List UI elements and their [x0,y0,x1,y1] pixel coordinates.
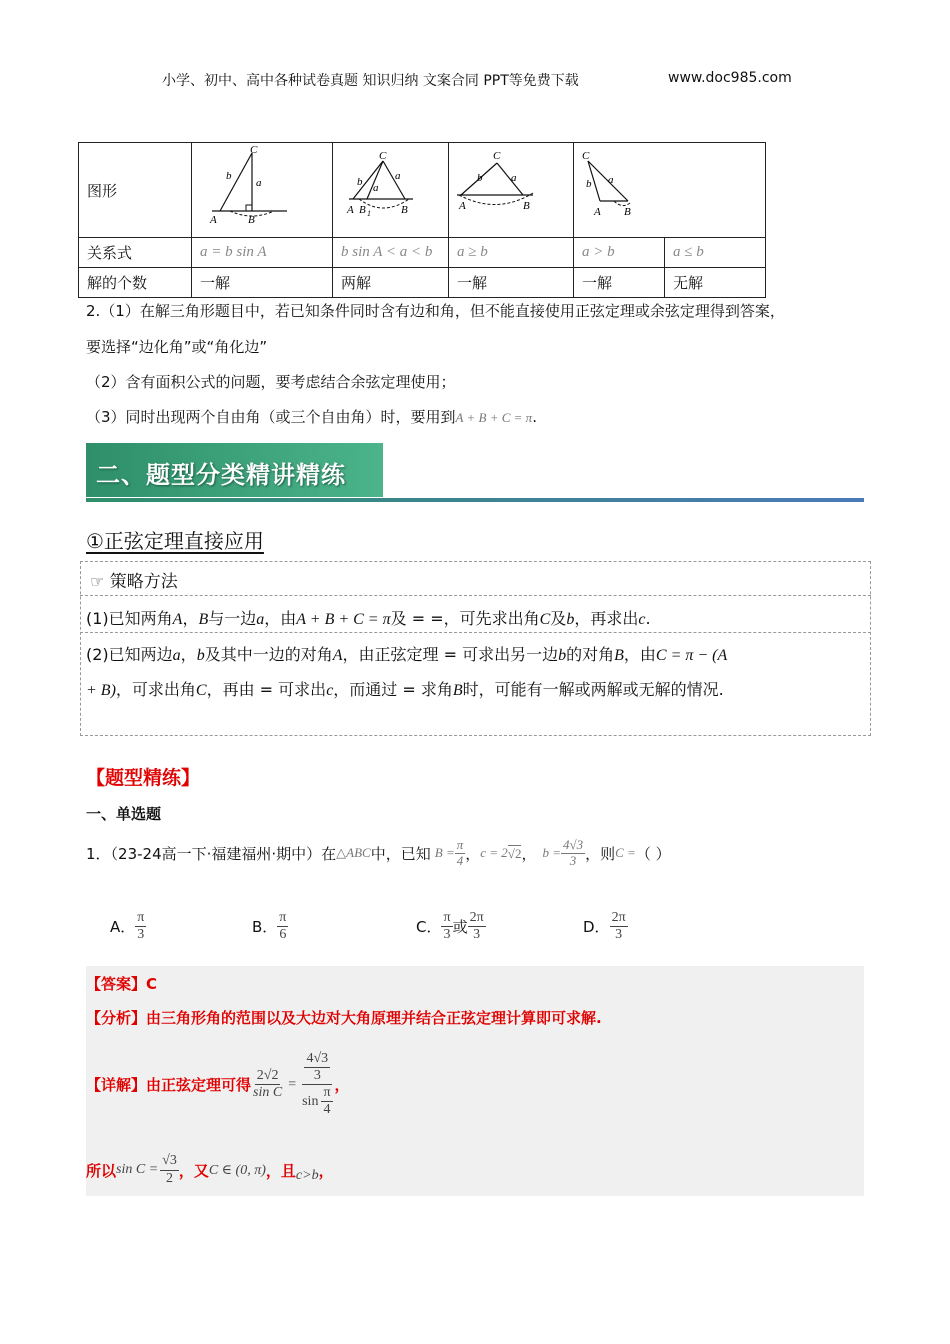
detail-right-frac [300,1051,334,1118]
option-d-frac [610,910,628,943]
question-section: 一、单选题 [86,805,162,823]
p2-text-b: ， [180,645,197,664]
fig3-label-A: A [459,200,466,212]
p2-var-b2: b [558,647,567,664]
relation-3: a ≥ b [449,238,574,268]
fig4-label-c: C [582,150,590,162]
so-range: C ∈ (0, π) [208,1162,266,1178]
option-b-num: π [277,910,288,927]
note-3-formula: A + B + C = π [455,410,533,425]
option-c-label: C． [416,918,442,937]
option-c-num2: 2π [468,910,486,927]
option-b-frac [277,910,288,943]
so-compare: c>b [295,1168,319,1183]
strategy-heading-text: 策略方法 [109,572,178,592]
q1-b-den: 3 [569,852,577,868]
p1-var-C: C [539,611,551,628]
strategy-para-2a [86,642,727,665]
detail-left-frac [251,1068,284,1101]
p1-text-e: 及 = =，可先求出角 [390,609,540,628]
fig3-label-c: C [493,150,501,162]
option-d-num: 2π [610,910,628,927]
fig2-label-c: C [379,150,387,162]
p1-text-f: 及 [550,609,567,628]
note-2: （2）含有面积公式的问题，要考虑结合余弦定理使用； [86,373,456,391]
strategy-para-1 [86,606,651,629]
relation-2: b sin A < a < b [333,238,449,268]
header-left-text: 小学、初中、高中各种试卷真题 知识归纳 文案合同 PPT等免费下载 [162,73,579,89]
p2-text-k: 时，可能有一解或两解或无解的情况. [462,680,724,699]
p2-equation-end: + B) [86,682,116,699]
row-label-figure: 图形 [79,143,192,238]
header-url[interactable]: www.doc985.com [668,70,792,86]
figure-cell-3 [449,143,574,238]
row-label-relation: 关系式 [79,238,192,268]
p1-var-b: b [566,611,575,628]
p2-var-C: C [195,682,207,699]
note-3 [86,406,537,427]
option-c-num: π [441,910,452,927]
pointing-hand-icon: ☞ [90,572,105,591]
option-c-or: 或 [452,918,468,937]
relation-1: a = b sin A [192,238,333,268]
strategy-divider [80,595,871,596]
option-c-frac-1 [441,910,452,943]
p1-text-d: ，由 [264,609,297,628]
q1-C-eq: C = [615,845,636,860]
q1-B-num: π [456,836,464,852]
option-a-den: 3 [137,927,145,943]
p1-text-g: ，再求出 [574,609,639,628]
fig2-label-a: a [373,182,379,194]
q1-stem-pre: 1．（23-24高一下·福建福州·期中）在 [86,844,337,863]
option-d-label: D． [583,918,610,937]
option-a-label: A． [110,918,136,937]
detail-right-four: 4 [323,1102,331,1118]
fig2-label-sub1: 1 [367,209,371,218]
fig3-label-B: B [523,200,530,212]
so-and: ，且 [265,1161,296,1180]
fig4-label-b: b [586,178,592,190]
option-c-frac-2 [468,910,486,943]
q1-b-num: 4√3 [562,836,584,852]
practice-title: 【题型精练】 [86,767,201,789]
p2-text-e: 的对角 [566,645,615,664]
fig4-label-a: a [608,174,614,186]
q1-c-eq: c = 2 [480,845,508,860]
section-banner-title: 二、题型分类精讲精练 [96,461,346,489]
detail-comma: ， [334,1076,350,1094]
answer-analysis: 【分析】由三角形角的范围以及大边对大角原理并结合正弦定理计算即可求解. [86,1009,602,1027]
fig1-label-a: a [256,177,262,189]
svg-text:a: a [395,170,401,182]
q1-b-frac [561,838,585,869]
triangle-figure-two-solutions [333,143,448,233]
option-d[interactable] [583,910,628,943]
strategy-divider-2 [80,632,871,633]
strategy-heading [90,567,178,592]
answer-conclusion [86,1148,334,1192]
p1-var-A: A [172,611,183,628]
relation-5: a ≤ b [665,238,766,268]
fig2-label-A: A [347,204,354,216]
figure-cell-1 [192,143,333,238]
option-c[interactable] [416,910,486,943]
triangle-figure-right [192,143,332,233]
option-a[interactable] [110,910,146,943]
so-frac [160,1153,179,1186]
q1-B-frac [455,838,466,869]
answer-label: 【答案】C [86,975,158,993]
answer-detail [86,1042,350,1127]
p2-text-c: 及其中一边的对角 [204,645,333,664]
p1-equation: A + B + C = π [296,611,391,628]
triangle-figure-obtuse [574,143,764,233]
p1-var-a: a [256,611,265,628]
q1-stem-mid: 中，已知 [370,844,431,863]
option-b-den: 6 [279,927,287,943]
p2-text-h: ，可求出角 [115,680,196,699]
note-3-end: . [532,408,537,426]
detail-left-num: 2√2 [255,1068,281,1085]
strategy-para-2b [86,677,724,700]
q1-B-den: 4 [456,852,464,868]
so-mid: ，又 [178,1161,209,1180]
fig4-label-B: B [624,206,631,218]
detail-right-pi: π [321,1085,332,1102]
relation-4: a > b [574,238,665,268]
so-frac-num: √3 [160,1153,179,1170]
note-1b: 要选择“边化角”或“角化边” [86,338,268,356]
fig1-label-A: A [210,214,217,226]
p2-var-c: c [326,682,334,699]
p1-var-B: B [198,611,209,628]
detail-right-pi-frac [321,1085,332,1118]
count-1: 一解 [192,268,333,298]
fig2-label-B1: B [359,204,366,216]
so-frac-root: 3 [169,1153,177,1169]
q1-b-eq: b = [542,845,561,860]
detail-left-coef: 2 [256,1067,264,1083]
p2-var-B: B [614,647,624,664]
q1-b-num-coef: 4 [562,836,570,852]
p2-text-a: (2)已知两边 [86,645,173,664]
detail-right-root: 3 [321,1050,329,1066]
p2-text-i: ，再由 = 可求出 [206,680,327,699]
q1-c-root: 2 [514,845,522,861]
option-a-frac [135,910,146,943]
p2-var-a: a [172,647,181,664]
fig3-label-b: b [477,172,483,184]
note-1a: 2.（1）在解三角形题目中，若已知条件同时含有边和角，但不能直接使用正弦定理或余弦定理得到答案， [86,302,785,320]
detail-equals: = [288,1076,297,1092]
p1-text-b: ， [182,609,199,628]
count-2: 两解 [333,268,449,298]
p2-text-f: ，由 [623,645,656,664]
triangle-solutions-table [78,142,766,298]
p1-var-c: c [638,611,646,628]
section-rule [86,498,864,502]
fig1-label-B: B [248,214,255,226]
fig2-label-B2: B [401,204,408,216]
q1-b-num-root: 3 [576,836,584,852]
count-3: 一解 [449,268,574,298]
option-b[interactable] [252,910,288,943]
subsection-title: ①正弦定理直接应用 [86,529,264,553]
note-3-text: （3）同时出现两个自由角（或三个自由角）时，要用到 [86,408,456,426]
p2-var-b: b [196,647,205,664]
p1-text-h: . [645,609,651,628]
detail-right-inner-den: 3 [313,1067,321,1083]
so-end: ， [318,1161,334,1180]
p2-text-j: ，而通过 = 求角 [333,680,453,699]
option-c-den: 3 [443,927,451,943]
row-label-count: 解的个数 [79,268,192,298]
so-frac-den: 2 [165,1170,173,1186]
so-text: 所以 [86,1161,117,1180]
q1-B-eq: B = [434,845,455,860]
detail-right-sin: sin [302,1093,319,1109]
p1-text-a: (1)已知两角 [86,609,173,628]
detail-right-den [300,1085,334,1118]
so-sin: sin C = [116,1162,159,1177]
p2-equation: C = π − (A [655,647,728,664]
detail-left-root: 2 [271,1067,279,1083]
p2-text-d: ，由正弦定理 = 可求出另一边 [342,645,559,664]
figure-cell-2 [333,143,449,238]
triangle-figure-one-solution [449,143,573,233]
option-c-den2: 3 [473,927,481,943]
q1-c-sqrt: √2 [507,845,522,861]
fig2-label-b: b [357,176,363,188]
question-1: 1．（23-24高一下·福建福州·期中）在 △ABC 中，已知 B = $\frac{\pi}{4}$ ， c = 2 √2 ， b = $\frac{4√3}{3}$ ，则 C = （ ） [86,836,671,868]
figure-cell-4 [574,143,766,238]
q1-triangle: △ABC [336,845,371,860]
detail-left-den: sin C [253,1085,283,1100]
detail-right-inner-num: 4√3 [304,1051,330,1068]
detail-text: 【详解】由正弦定理可得 [86,1076,252,1094]
option-d-den: 3 [615,927,623,943]
p2-var-A: A [332,647,343,664]
fig3-label-a: a [511,172,517,184]
count-4: 一解 [574,268,665,298]
option-a-num: π [135,910,146,927]
p1-text-c: 与一边 [208,609,257,628]
detail-right-num [302,1051,332,1085]
detail-right-coef: 4 [306,1050,314,1066]
fig4-label-A: A [594,206,601,218]
option-b-label: B． [252,918,278,937]
fig1-label-b: b [226,170,232,182]
q1-stem-post: ，则 [585,844,616,863]
p2-var-B2: B [452,682,463,699]
fig1-label-c: C [250,144,258,156]
count-5: 无解 [665,268,766,298]
section-banner [86,443,383,497]
q1-blank: （ ） [635,844,671,863]
detail-right-inner [304,1051,330,1084]
